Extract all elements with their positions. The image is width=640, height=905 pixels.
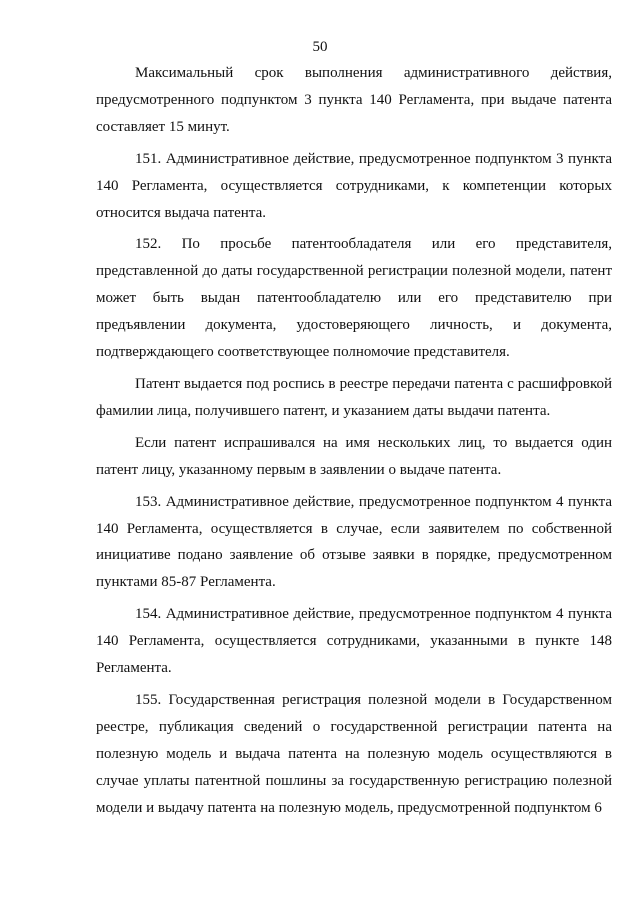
paragraph-153: 153. Административное действие, предусмотренное подпунктом 4 пункта 140 Регламента, осуществляется в случае, если заявителем по собственной инициативе подано заявление об отзыве заявки в порядке, предусмотренном пунктами 85-87 Регламента. — [96, 493, 612, 591]
paragraph-max-duration: Максимальный срок выполнения административного действия, предусмотренного подпунктом 3 пункта 140 Регламента, при выдаче патента составляет 15 минут. — [96, 65, 612, 135]
paragraph-154: 154. Административное действие, предусмотренное подпунктом 4 пункта 140 Регламента, осуществляется сотрудниками, указанными в пункте 148 Регламента. — [96, 606, 612, 677]
document-body — [96, 60, 612, 826]
paragraph-151: 151. Административное действие, предусмотренное подпунктом 3 пункта 140 Регламента, осуществляется сотрудниками, к компетенции которых относится выдача патента. — [96, 150, 612, 221]
paragraph-multiple-applicants: Если патент испрашивался на имя нескольких лиц, то выдается один патент лицу, указанному первым в заявлении о выдаче патента. — [96, 434, 612, 478]
paragraph-patent-receipt: Патент выдается под роспись в реестре передачи патента с расшифровкой фамилии лица, получившего патент, и указанием даты выдачи патента. — [96, 375, 612, 419]
paragraph-155: 155. Государственная регистрация полезной модели в Государственном реестре, публикация сведений о государственной регистрации патента на полезную модель и выдача патента на полезную модель осуществляются в случае уплаты патентной пошлины за государственную регистрацию полезной модели и выдачу патента на полезную модель, предусмотренной подпунктом 6 — [96, 691, 612, 816]
page-number: 50 — [312, 39, 328, 55]
paragraph-152: 152. По просьбе патентообладателя или его представителя, представленной до даты государственной регистрации полезной модели, патент может быть выдан патентообладателю или его представителю при предъявлении документа, удостоверяющего личность, и документа, подтверждающего соответствующее полномочие представителя. — [96, 236, 612, 361]
